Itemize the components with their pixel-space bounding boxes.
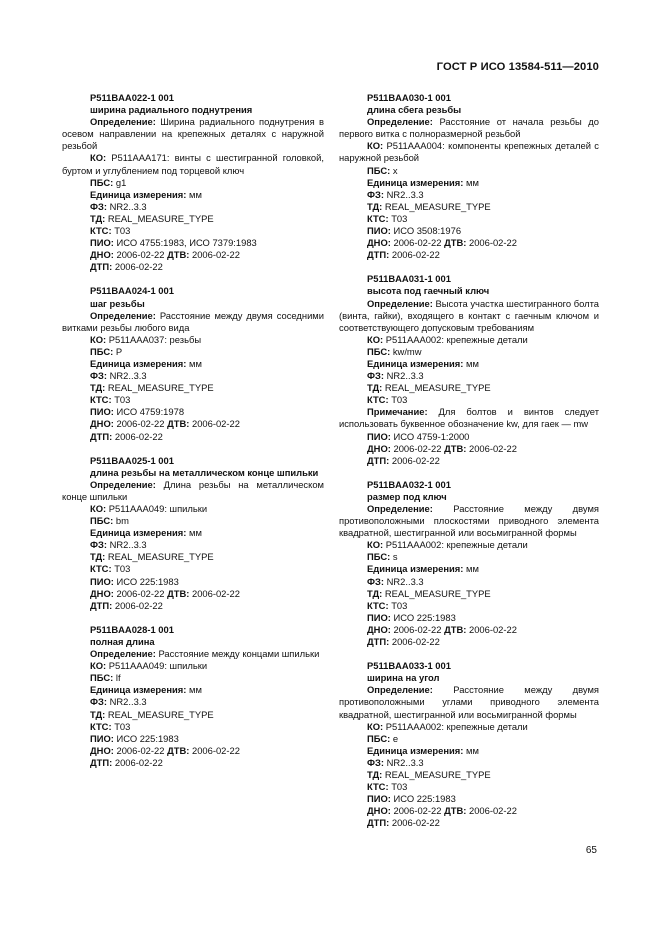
field-label: КТС: — [90, 720, 112, 732]
page-number: 65 — [585, 845, 597, 856]
field-value: REAL_MEASURE_TYPE — [107, 708, 214, 720]
field-value: NR2..3.3 — [386, 188, 424, 200]
field-td — [339, 588, 599, 600]
field-value: 2006-02-22 — [393, 442, 442, 454]
entry-code: P511BAA028-1 001 — [90, 623, 174, 635]
field-td — [62, 213, 324, 225]
field-label: ФЗ: — [90, 200, 107, 212]
field-value: 2006-02-22 — [468, 623, 517, 635]
field-dates — [339, 805, 599, 817]
field-label: КО: — [367, 140, 384, 152]
field-label: ТД: — [367, 768, 383, 780]
field-value: 2006-02-22 — [116, 587, 165, 599]
field-td — [339, 382, 599, 394]
field-pbs — [339, 165, 599, 177]
field-dates — [62, 418, 324, 430]
field-value: 2006-02-22 — [391, 249, 440, 261]
field-unit — [62, 684, 324, 696]
field-value: T03 — [114, 394, 131, 406]
field-label: Единица измерения: — [367, 744, 464, 756]
entry-code: P511BAA024-1 001 — [90, 285, 174, 297]
field-label: Единица измерения: — [367, 357, 464, 369]
field-ko — [62, 152, 324, 176]
field-value: 2006-02-22 — [393, 237, 442, 249]
field-pio — [339, 225, 599, 237]
field-fz — [62, 201, 324, 213]
field-ko — [339, 539, 599, 551]
field-ko — [62, 334, 324, 346]
field-label: ФЗ: — [367, 188, 384, 200]
entry-title: длина резьбы на металлическом конце шпильки — [90, 466, 319, 478]
field-label: КО: — [367, 720, 384, 732]
field-label: ДТВ: — [167, 587, 190, 599]
field-label: ПИО: — [90, 575, 114, 587]
field-value: 2006-02-22 — [468, 237, 517, 249]
right-column — [339, 92, 599, 841]
field-label: ПБС: — [90, 672, 114, 684]
field-fz — [339, 370, 599, 382]
field-label: ДТП: — [367, 454, 390, 466]
field-label: ДТП: — [90, 599, 113, 611]
field-label: ТД: — [90, 708, 106, 720]
field-kts — [62, 394, 324, 406]
field-value: мм — [189, 527, 202, 539]
field-value: REAL_MEASURE_TYPE — [384, 200, 491, 212]
field-value: kw/mw — [392, 345, 422, 357]
field-label: ДТП: — [90, 756, 113, 768]
field-value: P511AAA002: крепежные детали — [385, 333, 528, 345]
field-label: Примечание: — [367, 406, 428, 418]
field-pio — [62, 406, 324, 418]
field-value: REAL_MEASURE_TYPE — [107, 382, 214, 394]
field-label: ПИО: — [90, 237, 114, 249]
field-label: ДТП: — [367, 249, 390, 261]
field-value: 2006-02-22 — [391, 817, 440, 829]
field-label: ФЗ: — [367, 756, 384, 768]
field-value: 2006-02-22 — [114, 261, 163, 273]
field-dtp — [62, 600, 324, 612]
field-value: REAL_MEASURE_TYPE — [384, 768, 491, 780]
field-td — [62, 551, 324, 563]
field-definition — [62, 116, 324, 152]
field-value: Расстояние от начала резьбы до первого витка с полноразмерной резьбой — [339, 116, 599, 140]
field-label: ТД: — [90, 551, 106, 563]
field-value: Ширина радиального поднутрения в осевом направлении на крепежных деталях с наружной резьбой — [62, 116, 324, 152]
field-label: ФЗ: — [90, 370, 107, 382]
field-value: ИСО 225:1983 — [393, 611, 456, 623]
field-label: КО: — [90, 660, 107, 672]
field-unit — [339, 358, 599, 370]
field-dtp — [339, 249, 599, 261]
field-label: ДТП: — [90, 430, 113, 442]
field-value: 2006-02-22 — [114, 599, 163, 611]
entry — [339, 660, 599, 829]
entry-title: ширина радиального поднутрения — [90, 104, 253, 116]
field-value: 2006-02-22 — [393, 623, 442, 635]
field-dates — [339, 443, 599, 455]
field-value: 2006-02-22 — [393, 805, 442, 817]
entry-title: высота под гаечный ключ — [367, 285, 490, 297]
field-value: мм — [189, 188, 202, 200]
entry-code: P511BAA032-1 001 — [367, 478, 451, 490]
field-definition — [339, 116, 599, 140]
field-label: Определение: — [367, 503, 433, 514]
field-value: ИСО 225:1983 — [116, 732, 179, 744]
field-label: КО: — [90, 152, 107, 164]
entry-code: P511BAA033-1 001 — [367, 660, 451, 672]
field-value: мм — [189, 684, 202, 696]
entry — [62, 624, 324, 769]
field-unit — [339, 563, 599, 575]
field-value: P — [115, 345, 123, 357]
field-value: REAL_MEASURE_TYPE — [384, 382, 491, 394]
field-value: T03 — [391, 212, 408, 224]
field-definition — [62, 310, 324, 334]
field-label: ДТВ: — [444, 442, 467, 454]
field-label: ДТВ: — [167, 249, 190, 261]
entry-code: P511BAA030-1 001 — [367, 92, 451, 103]
field-definition — [339, 684, 599, 720]
field-value: REAL_MEASURE_TYPE — [107, 551, 214, 563]
field-definition — [62, 648, 324, 660]
left-column — [62, 92, 324, 781]
field-dtp — [62, 431, 324, 443]
field-pbs — [62, 177, 324, 189]
field-label: ТД: — [367, 587, 383, 599]
field-label: ТД: — [90, 212, 106, 224]
field-td — [339, 201, 599, 213]
field-unit — [339, 177, 599, 189]
field-value: lf — [115, 672, 121, 684]
field-label: ФЗ: — [367, 575, 384, 587]
field-value: REAL_MEASURE_TYPE — [107, 212, 214, 224]
field-value: T03 — [391, 781, 408, 793]
field-label: Единица измерения: — [90, 357, 187, 369]
field-fz — [62, 539, 324, 551]
entry — [339, 273, 599, 467]
field-value: 2006-02-22 — [468, 442, 517, 454]
field-ko — [339, 721, 599, 733]
field-value: T03 — [391, 599, 408, 611]
field-label: ФЗ: — [367, 370, 384, 382]
field-dates — [62, 588, 324, 600]
entry-title: длина сбега резьбы — [367, 104, 462, 116]
field-label: Определение: — [90, 478, 156, 490]
field-value: T03 — [114, 225, 131, 237]
field-label: Определение: — [367, 684, 433, 696]
field-pbs — [62, 346, 324, 358]
field-kts — [339, 213, 599, 225]
field-value: T03 — [114, 720, 131, 732]
field-fz — [62, 370, 324, 382]
field-label: ДНО: — [367, 442, 391, 454]
field-value: 2006-02-22 — [191, 249, 240, 261]
field-value: P511AAA004: компоненты крепежных деталей с наружной резьбой — [339, 140, 599, 164]
field-value: 2006-02-22 — [391, 454, 440, 466]
field-label: ДНО: — [367, 237, 391, 249]
field-label: ПБС: — [367, 164, 391, 176]
field-fz — [339, 576, 599, 588]
field-label: Единица измерения: — [367, 176, 464, 188]
field-label: Определение: — [367, 116, 433, 128]
entry — [62, 455, 324, 612]
field-value: ИСО 3508:1976 — [393, 225, 462, 237]
field-value: NR2..3.3 — [109, 696, 147, 708]
field-value: T03 — [391, 394, 408, 406]
field-label: ДТВ: — [444, 623, 467, 635]
field-dtp — [62, 757, 324, 769]
field-label: Единица измерения: — [90, 684, 187, 696]
field-pio — [62, 733, 324, 745]
field-dtp — [339, 455, 599, 467]
entry-code: P511BAA022-1 001 — [90, 92, 174, 103]
field-ko — [62, 660, 324, 672]
field-dates — [339, 624, 599, 636]
field-pbs — [62, 515, 324, 527]
field-value: 2006-02-22 — [114, 756, 163, 768]
field-value: 2006-02-22 — [116, 744, 165, 756]
field-value: Расстояние между двумя противоположными углами приводного элемента квадратной, шестигранной или восьмигранной формы — [339, 684, 599, 720]
field-pio — [339, 431, 599, 443]
field-value: NR2..3.3 — [109, 539, 147, 551]
field-kts — [339, 781, 599, 793]
field-label: Единица измерения: — [90, 527, 187, 539]
field-td — [62, 382, 324, 394]
field-label: КТС: — [90, 225, 112, 237]
field-label: КО: — [90, 503, 107, 514]
field-value: ИСО 4759-1:2000 — [393, 430, 470, 442]
field-value: ИСО 225:1983 — [116, 575, 179, 587]
field-dtp — [339, 636, 599, 648]
field-label: КТС: — [367, 599, 389, 611]
entry — [339, 92, 599, 261]
entry-title: размер под ключ — [367, 490, 447, 502]
field-value: мм — [466, 176, 479, 188]
field-value: P511AAA002: крепежные детали — [385, 720, 528, 732]
field-value: Высота участка шестигранного болта (винта, гайки), входящего в контакт с гаечным ключом и соответствующего допусковым требованиям — [339, 297, 600, 333]
field-definition — [339, 298, 599, 334]
field-value: s — [392, 551, 398, 563]
field-label: ДТП: — [367, 636, 390, 648]
field-value: Для болтов и винтов следует использовать буквенное обозначение kw, для гаек — mw — [339, 406, 599, 430]
field-dtp — [339, 817, 599, 829]
field-ko — [339, 334, 599, 346]
field-label: Единица измерения: — [90, 188, 187, 200]
document-header: ГОСТ Р ИСО 13584-511—2010 — [436, 61, 599, 73]
field-label: ТД: — [367, 382, 383, 394]
field-label: КО: — [367, 333, 384, 345]
field-unit — [339, 745, 599, 757]
field-pio — [62, 237, 324, 249]
field-label: ДТВ: — [444, 237, 467, 249]
field-dtp — [62, 261, 324, 273]
field-label: ТД: — [367, 200, 383, 212]
field-label: ДТП: — [90, 261, 113, 273]
field-kts — [339, 394, 599, 406]
field-label: КТС: — [367, 394, 389, 406]
field-value: 2006-02-22 — [191, 418, 240, 430]
field-ko — [339, 140, 599, 164]
field-ko — [62, 503, 324, 515]
field-unit — [62, 358, 324, 370]
field-dates — [62, 249, 324, 261]
field-pbs — [62, 672, 324, 684]
field-label: Определение: — [90, 648, 156, 660]
field-label: ПБС: — [367, 732, 391, 744]
field-kts — [62, 721, 324, 733]
field-label: ФЗ: — [90, 539, 107, 551]
field-value: x — [392, 164, 398, 176]
field-label: ДТП: — [367, 817, 390, 829]
field-label: КТС: — [367, 781, 389, 793]
field-value: P511AAA049: шпильки — [108, 660, 208, 672]
field-label: ДНО: — [90, 587, 114, 599]
field-value: e — [392, 732, 399, 744]
field-dates — [339, 237, 599, 249]
field-td — [62, 709, 324, 721]
field-fz — [339, 757, 599, 769]
field-fz — [339, 189, 599, 201]
field-value: 2006-02-22 — [391, 636, 440, 648]
entry-title: шаг резьбы — [90, 297, 145, 309]
field-label: ПИО: — [90, 732, 114, 744]
field-label: ДТВ: — [167, 744, 190, 756]
field-label: Определение: — [367, 297, 433, 309]
entry — [339, 479, 599, 648]
entry-title: полная длина — [90, 635, 155, 647]
field-value: мм — [466, 563, 479, 575]
field-value: P511AAA049: шпильки — [108, 503, 208, 514]
field-label: КТС: — [367, 212, 389, 224]
field-label: ПБС: — [367, 551, 391, 563]
field-kts — [62, 225, 324, 237]
field-label: ДНО: — [367, 805, 391, 817]
field-label: КТС: — [90, 563, 112, 575]
field-value: P511AAA002: крепежные детали — [385, 539, 528, 551]
field-value: REAL_MEASURE_TYPE — [384, 587, 491, 599]
field-value: Расстояние между двумя противоположными плоскостями приводного элемента квадратной, шестигранной или восьмигранной формы — [339, 503, 599, 539]
field-label: Определение: — [90, 116, 156, 128]
field-value: ИСО 4759:1978 — [116, 406, 185, 418]
field-label: ДТВ: — [444, 805, 467, 817]
field-value: NR2..3.3 — [386, 756, 424, 768]
field-label: ДНО: — [90, 249, 114, 261]
field-label: ПИО: — [367, 430, 391, 442]
field-label: ДНО: — [90, 418, 114, 430]
field-kts — [62, 563, 324, 575]
field-value: ИСО 225:1983 — [393, 793, 456, 805]
field-value: мм — [466, 357, 479, 369]
field-value: 2006-02-22 — [116, 418, 165, 430]
field-value: 2006-02-22 — [191, 587, 240, 599]
field-value: NR2..3.3 — [109, 370, 147, 382]
field-label: ПИО: — [367, 793, 391, 805]
field-definition — [62, 479, 324, 503]
field-pbs — [339, 346, 599, 358]
field-value: P511AAA171: винты с шестигранной головкой, буртом и углублением под торцевой ключ — [62, 152, 324, 176]
field-label: ДНО: — [367, 623, 391, 635]
field-value: Длина резьбы на металлическом конце шпильки — [62, 478, 324, 502]
entry-title: ширина на угол — [367, 672, 440, 684]
field-pbs — [339, 733, 599, 745]
field-label: КТС: — [90, 394, 112, 406]
field-label: ПБС: — [367, 345, 391, 357]
field-pio — [339, 793, 599, 805]
entry — [62, 285, 324, 442]
entry-code: P511BAA031-1 001 — [367, 273, 451, 285]
field-label: КО: — [90, 333, 107, 345]
field-label: ПБС: — [90, 176, 114, 188]
field-value: 2006-02-22 — [116, 249, 165, 261]
field-definition — [339, 503, 599, 539]
field-pio — [339, 612, 599, 624]
field-label: ПИО: — [367, 225, 391, 237]
field-dates — [62, 745, 324, 757]
field-label: ПБС: — [90, 345, 114, 357]
entry-code: P511BAA025-1 001 — [90, 454, 174, 466]
field-value: bm — [115, 515, 129, 527]
field-value: 2006-02-22 — [191, 744, 240, 756]
field-value: g1 — [115, 176, 127, 188]
field-pio — [62, 576, 324, 588]
field-td — [339, 769, 599, 781]
field-label: ФЗ: — [90, 696, 107, 708]
field-value: 2006-02-22 — [114, 430, 163, 442]
field-value: NR2..3.3 — [386, 575, 424, 587]
field-label: ПИО: — [90, 406, 114, 418]
field-pbs — [339, 551, 599, 563]
field-value: ИСО 4755:1983, ИСО 7379:1983 — [116, 237, 257, 249]
field-value: NR2..3.3 — [109, 200, 147, 212]
field-label: ПБС: — [90, 515, 114, 527]
field-kts — [339, 600, 599, 612]
field-value: 2006-02-22 — [468, 805, 517, 817]
field-unit — [62, 189, 324, 201]
field-fz — [62, 696, 324, 708]
field-label: ТД: — [90, 382, 106, 394]
field-unit — [62, 527, 324, 539]
field-label: Единица измерения: — [367, 563, 464, 575]
field-label: КО: — [367, 539, 384, 551]
entry — [62, 92, 324, 273]
field-value: мм — [466, 744, 479, 756]
field-label: ДТВ: — [167, 418, 190, 430]
field-value: NR2..3.3 — [386, 370, 424, 382]
field-value: P511AAA037: резьбы — [108, 333, 202, 345]
field-label: Определение: — [90, 309, 156, 321]
field-label: ДНО: — [90, 744, 114, 756]
field-value: Расстояние между двумя соседними витками резьбы любого вида — [62, 309, 324, 333]
field-value: мм — [189, 357, 202, 369]
field-value: T03 — [114, 563, 131, 575]
field-note — [339, 406, 599, 430]
field-label: ПИО: — [367, 611, 391, 623]
field-value: Расстояние между концами шпильки — [158, 648, 320, 660]
